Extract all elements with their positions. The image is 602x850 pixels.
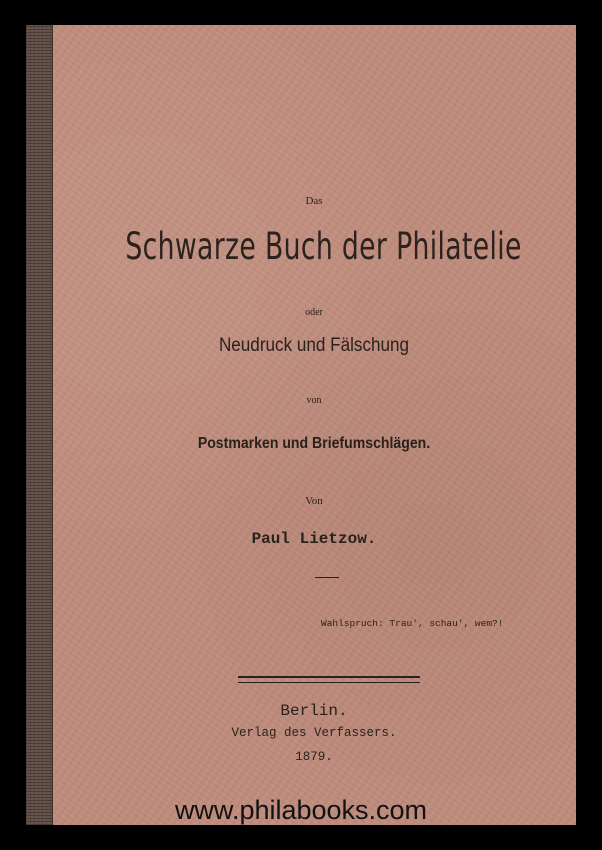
title-connector-von: von [306,395,322,406]
author-name: Paul Lietzow. [251,530,377,548]
main-title: Schwarze Buch der Philatelie [125,225,522,268]
imprint-year: 1879. [295,750,333,764]
book-spine [26,25,53,825]
book-cover [26,25,576,825]
double-divider [238,676,420,683]
subject-line: Postmarken und Briefumschlägen. [197,435,431,452]
motto: Wahlspruch: Trau', schau', wem?! [321,618,504,629]
author-prefix: Von [305,495,323,507]
imprint-publisher: Verlag des Verfassers. [231,726,397,740]
title-article: Das [305,195,323,207]
imprint-city: Berlin. [280,702,348,720]
watermark-url: www.philabooks.com [174,795,428,825]
subtitle: Neudruck und Fälschung [218,335,410,356]
title-connector-oder: oder [305,307,323,318]
short-divider [315,577,339,578]
